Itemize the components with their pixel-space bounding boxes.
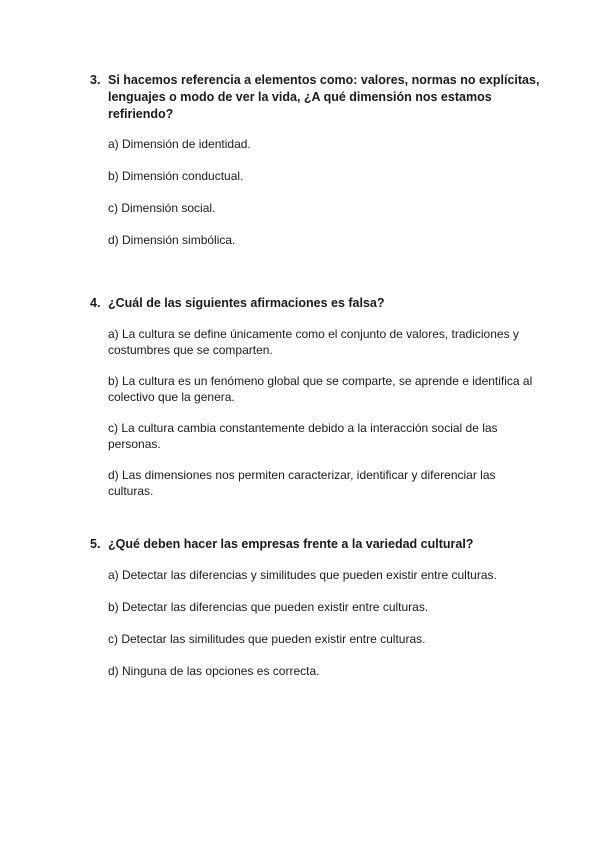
question-text: ¿Cuál de las siguientes afirmaciones es falsa? [108, 296, 385, 310]
option-a: a) Detectar las diferencias y similitudes que pueden existir entre culturas. [108, 568, 497, 582]
option-list [108, 326, 540, 499]
question-header [90, 295, 540, 312]
option-d: d) Dimensión simbólica. [108, 233, 236, 247]
question-header [90, 536, 540, 553]
question-5 [90, 536, 540, 695]
question-number: 5. [90, 537, 101, 551]
option-d: d) Las dimensiones nos permiten caracterizar, identificar y diferenciar las culturas. [108, 468, 496, 498]
option-c: c) La cultura cambia constantemente debido a la interacción social de las personas. [108, 421, 498, 451]
option-a: a) La cultura se define únicamente como el conjunto de valores, tradiciones y costumbres que se comparten. [108, 327, 519, 357]
option-c: c) Dimensión social. [108, 201, 216, 215]
question-number: 3. [90, 73, 101, 87]
option-b: b) La cultura es un fenómeno global que se comparte, se aprende e identifica al colectivo que la genera. [108, 374, 533, 404]
question-3 [90, 72, 540, 264]
option-d: d) Ninguna de las opciones es correcta. [108, 664, 320, 678]
option-c: c) Detectar las similitudes que pueden existir entre culturas. [108, 632, 426, 646]
option-b: b) Detectar las diferencias que pueden existir entre culturas. [108, 600, 429, 614]
question-text: Si hacemos referencia a elementos como: valores, normas no explícitas, lenguajes o modo de ver la vida, ¿A qué dimensión nos estamos refiriendo? [108, 73, 540, 121]
option-list [108, 567, 540, 679]
option-b: b) Dimensión conductual. [108, 169, 244, 183]
question-header [90, 72, 540, 123]
question-number: 4. [90, 296, 101, 310]
option-a: a) Dimensión de identidad. [108, 137, 251, 151]
option-list [108, 136, 540, 248]
question-4 [90, 295, 540, 514]
question-text: ¿Qué deben hacer las empresas frente a la variedad cultural? [108, 537, 474, 551]
